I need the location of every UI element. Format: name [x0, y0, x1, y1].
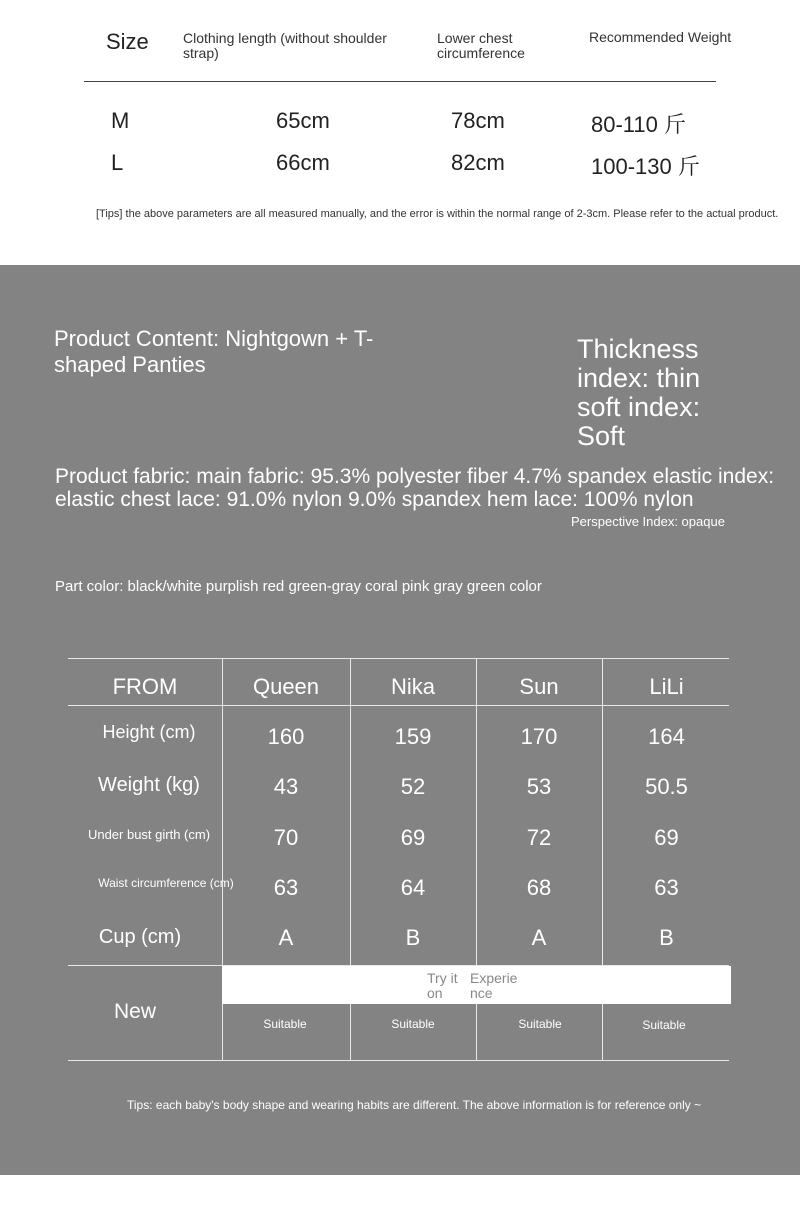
height-value: 170 [520, 724, 558, 749]
length-header: Clothing length (without shoulder strap) [183, 30, 387, 61]
size-header-divider [84, 81, 716, 82]
table-rule-header [68, 705, 729, 706]
suitable-label: Suitable [642, 1018, 686, 1032]
measurement-tip: [Tips] the above parameters are all measured manually, and the error is within the normal range of 2-3cm. Please refer to the actual product. [96, 208, 779, 220]
size-chart-section [0, 0, 800, 265]
model-name: Nika [390, 674, 435, 699]
weight-cell: 80-110 斤 [591, 112, 686, 137]
weight-header: Recommended Weight [589, 29, 732, 45]
try-on-label: Try it on [427, 970, 458, 1001]
size-header: Size [106, 29, 149, 54]
waist-value: 63 [654, 875, 679, 900]
waist-label: Waist circumference (cm) [98, 876, 234, 890]
length-cell: 66cm [276, 150, 330, 175]
model-name: Sun [519, 674, 559, 699]
underbust-label: Under bust girth (cm) [87, 827, 211, 842]
chest-cell: 78cm [451, 108, 505, 133]
bottom-margin [0, 1175, 800, 1214]
model-name: LiLi [649, 674, 684, 699]
waist-value: 64 [400, 875, 426, 900]
underbust-value: 69 [654, 825, 679, 850]
product-content: Product Content: Nightgown + T-shaped Panties [54, 326, 374, 377]
height-value: 160 [267, 724, 305, 749]
reference-tip: Tips: each baby's body shape and wearing habits are different. The above information is for reference only ~ [127, 1098, 702, 1112]
thickness-index: Thickness index: thin soft index: Soft [577, 334, 701, 451]
from-header: FROM [112, 674, 178, 699]
weight-value: 43 [273, 774, 299, 799]
cup-label: Cup (cm) [98, 926, 182, 948]
suitable-label: Suitable [263, 1017, 307, 1031]
waist-value: 68 [526, 875, 552, 900]
cup-value: B [659, 925, 674, 950]
chest-cell: 82cm [451, 150, 505, 175]
weight-value: 50.5 [645, 774, 688, 799]
cup-value: B [405, 925, 421, 950]
weight-value: 52 [400, 774, 426, 799]
height-value: 164 [648, 724, 685, 749]
weight-label: Weight (kg) [98, 774, 200, 796]
cup-value: A [278, 925, 294, 950]
suitable-label: Suitable [518, 1017, 562, 1031]
underbust-value: 72 [526, 825, 552, 850]
underbust-value: 70 [273, 825, 299, 850]
table-rule-top [68, 658, 729, 659]
size-cell: M [111, 108, 130, 133]
size-cell: L [111, 150, 124, 175]
part-color: Part color: black/white purplish red green-gray coral pink gray green color [55, 578, 542, 595]
model-name: Queen [252, 674, 320, 699]
height-value: 159 [394, 724, 432, 749]
waist-value: 63 [273, 875, 299, 900]
height-label: Height (cm) [102, 722, 196, 742]
weight-value: 53 [526, 774, 552, 799]
cup-value: A [531, 925, 547, 950]
experience-label: Experie nce [470, 970, 518, 1001]
new-label: New [113, 1000, 156, 1023]
weight-cell: 100-130 斤 [591, 154, 700, 179]
table-rule-bottom [68, 1060, 729, 1061]
underbust-value: 69 [400, 825, 426, 850]
product-fabric: Product fabric: main fabric: 95.3% polyester fiber 4.7% spandex elastic index: elastic chest lace: 91.0% nylon 9.0% spandex hem lace: 100% nylon [55, 465, 775, 511]
perspective-index: Perspective Index: opaque [571, 514, 725, 529]
suitable-label: Suitable [391, 1017, 435, 1031]
chest-header: Lower chest circumference [437, 30, 525, 61]
length-cell: 65cm [276, 108, 330, 133]
